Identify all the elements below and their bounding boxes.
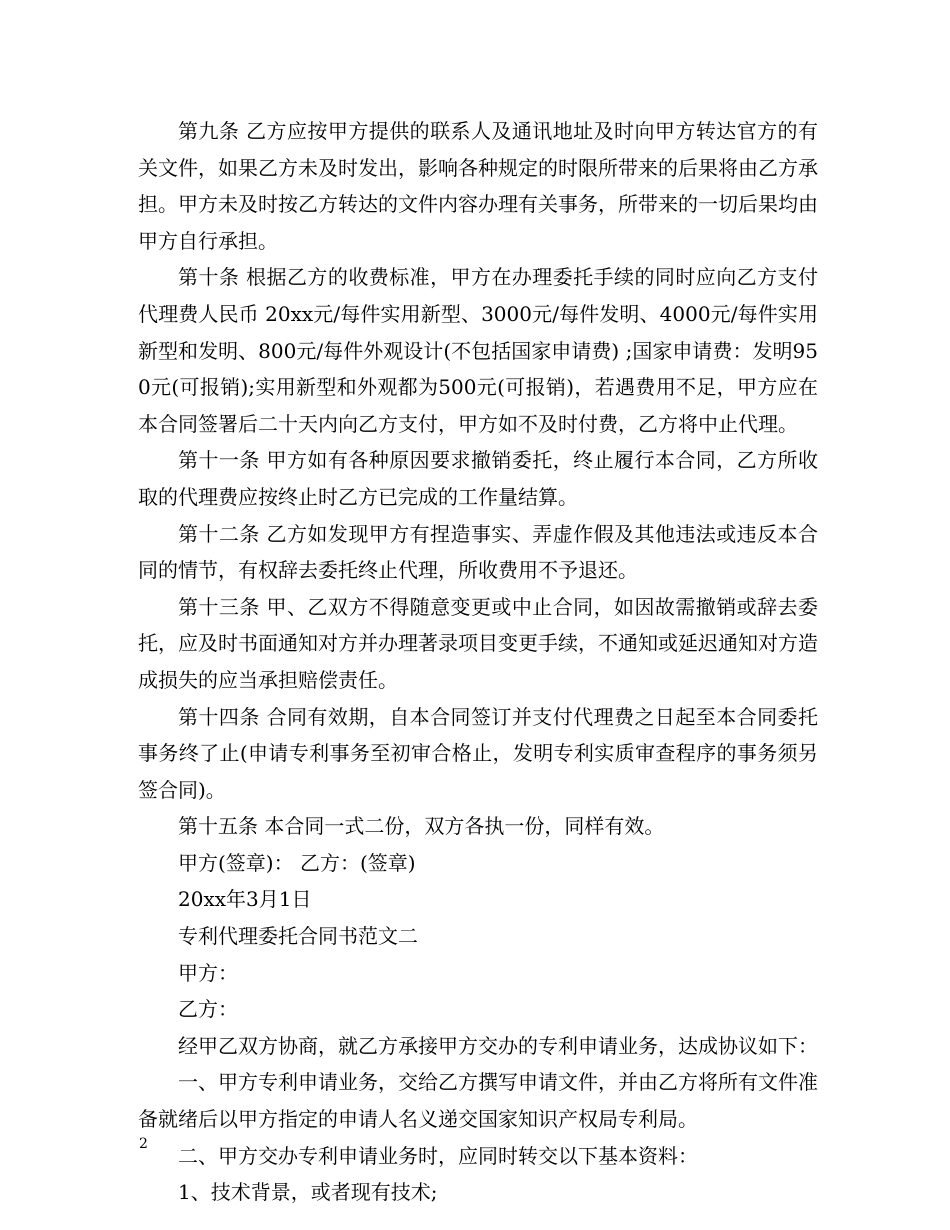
party-a-line: 甲方：: [178, 960, 238, 985]
agreement-intro-paragraph: 经甲乙双方协商，就乙方承接甲方交办的专利申请业务，达成协议如下：: [178, 1033, 818, 1058]
list-item-1: 1、技术背景，或者现有技术;: [178, 1180, 438, 1205]
date-line: 20xx年3月1日: [178, 887, 312, 912]
clause-1-paragraph: 一、甲方专利申请业务，交给乙方撰写申请文件，并由乙方将所有文件准备就绪后以甲方指定的申请人名义递交国家知识产权局专利局。: [138, 1070, 818, 1132]
party-b-line: 乙方：: [178, 997, 238, 1022]
article-14-paragraph: 第十四条 合同有效期，自本合同签订并支付代理费之日起至本合同委托事务终了止(申请专利事务至初审合格止，发明专利实质审查程序的事务须另签合同)。: [138, 704, 818, 802]
signature-line: 甲方(签章)： 乙方：(签章): [178, 850, 416, 875]
article-12-paragraph: 第十二条 乙方如发现甲方有捏造事实、弄虚作假及其他违法或违反本合同的情节，有权辞去委托终止代理，所收费用不予退还。: [138, 521, 818, 583]
page-number: 2: [139, 1136, 148, 1152]
document-body: [138, 113, 818, 1211]
article-10-paragraph: 第十条 根据乙方的收费标准，甲方在办理委托手续的同时应向乙方支付代理费人民币 20xx元/每件实用新型、3000元/每件发明、4000元/每件实用新型和发明、800元/每件外观设计(不包括国家申请费) ;国家申请费：发明950元(可报销);实用新型和外观都为500元(可报销)，若遇费用不足，甲方应在本合同签署后二十天内向乙方支付，甲方如不及时付费，乙方将中止代理。: [138, 265, 818, 436]
article-11-paragraph: 第十一条 甲方如有各种原因要求撤销委托，终止履行本合同，乙方所收取的代理费应按终止时乙方已完成的工作量结算。: [138, 448, 818, 509]
section-title: 专利代理委托合同书范文二: [178, 924, 418, 949]
article-15-paragraph: 第十五条 本合同一式二份，双方各执一份，同样有效。: [178, 814, 665, 839]
article-13-paragraph: 第十三条 甲、乙双方不得随意变更或中止合同，如因故需撤销或辞去委托，应及时书面通知对方并办理著录项目变更手续，不通知或延迟通知对方造成损失的应当承担赔偿责任。: [138, 594, 818, 692]
article-9-paragraph: 第九条 乙方应按甲方提供的联系人及通讯地址及时向甲方转达官方的有关文件，如果乙方未及时发出，影响各种规定的时限所带来的后果将由乙方承担。甲方未及时按乙方转达的文件内容办理有关事务，所带来的一切后果均由甲方自行承担。: [138, 119, 818, 253]
clause-2-paragraph: 二、甲方交办专利申请业务时，应同时转交以下基本资料：: [178, 1143, 698, 1168]
